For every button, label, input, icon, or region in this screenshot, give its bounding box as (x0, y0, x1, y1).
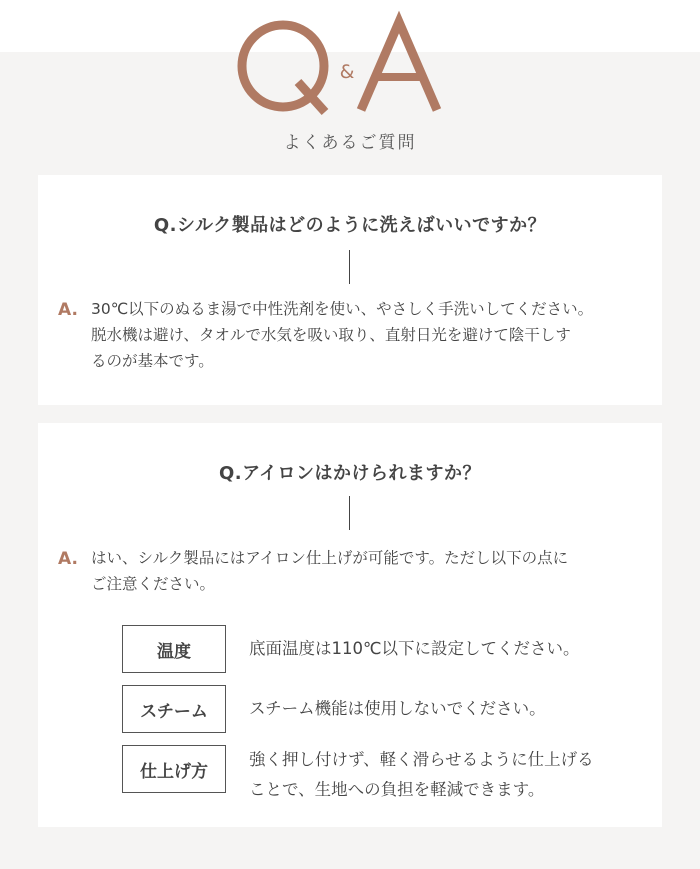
answer-prefix: A. (58, 300, 78, 320)
ironing-desc-temperature (249, 634, 649, 664)
answer-line: 脱水機は避け、タオルで水気を吸い取り、直射日光を避けて陰干しす (91, 326, 571, 344)
desc-line: 強く押し付けず、軽く滑らせるように仕上げる (249, 750, 594, 769)
question-divider (349, 250, 350, 284)
qa-logo (0, 0, 700, 125)
ironing-label-finish: 仕上げ方 (122, 745, 226, 793)
faq-card-2 (38, 423, 662, 827)
ironing-label-steam: スチーム (122, 685, 226, 733)
answer-line: はい、シルク製品にはアイロン仕上げが可能です。ただし以下の点に (91, 549, 569, 567)
desc-line: 底面温度は110℃以下に設定してください。 (249, 639, 580, 658)
ironing-desc-finish (249, 745, 649, 805)
faq-card-1 (38, 175, 662, 405)
answer-line: ご注意ください。 (91, 575, 216, 593)
faq-answer-2 (58, 545, 651, 597)
page-subtitle: よくあるご質問 (283, 133, 417, 153)
desc-line: ことで、生地への負担を軽減できます。 (249, 780, 545, 799)
question-text: アイロンはかけられますか？ (242, 463, 482, 484)
answer-prefix: A. (58, 549, 78, 569)
faq-answer-1 (58, 296, 651, 374)
question-divider (349, 496, 350, 530)
ironing-label-temperature: 温度 (122, 625, 226, 673)
question-prefix: Q. (153, 215, 177, 236)
answer-line: 30℃以下のぬるま湯で中性洗剤を使い、やさしく手洗いしてください。 (91, 300, 594, 318)
faq-question-2 (38, 459, 662, 485)
question-text: シルク製品はどのように洗えばいいですか？ (176, 215, 547, 236)
desc-line: スチーム機能は使用しないでください。 (249, 699, 546, 718)
logo-ampersand: & (339, 61, 355, 83)
answer-line: るのが基本です。 (91, 352, 214, 370)
logo-a-shape (361, 22, 437, 110)
ironing-desc-steam (249, 694, 649, 724)
faq-question-1 (38, 211, 662, 237)
question-prefix: Q. (218, 463, 243, 484)
